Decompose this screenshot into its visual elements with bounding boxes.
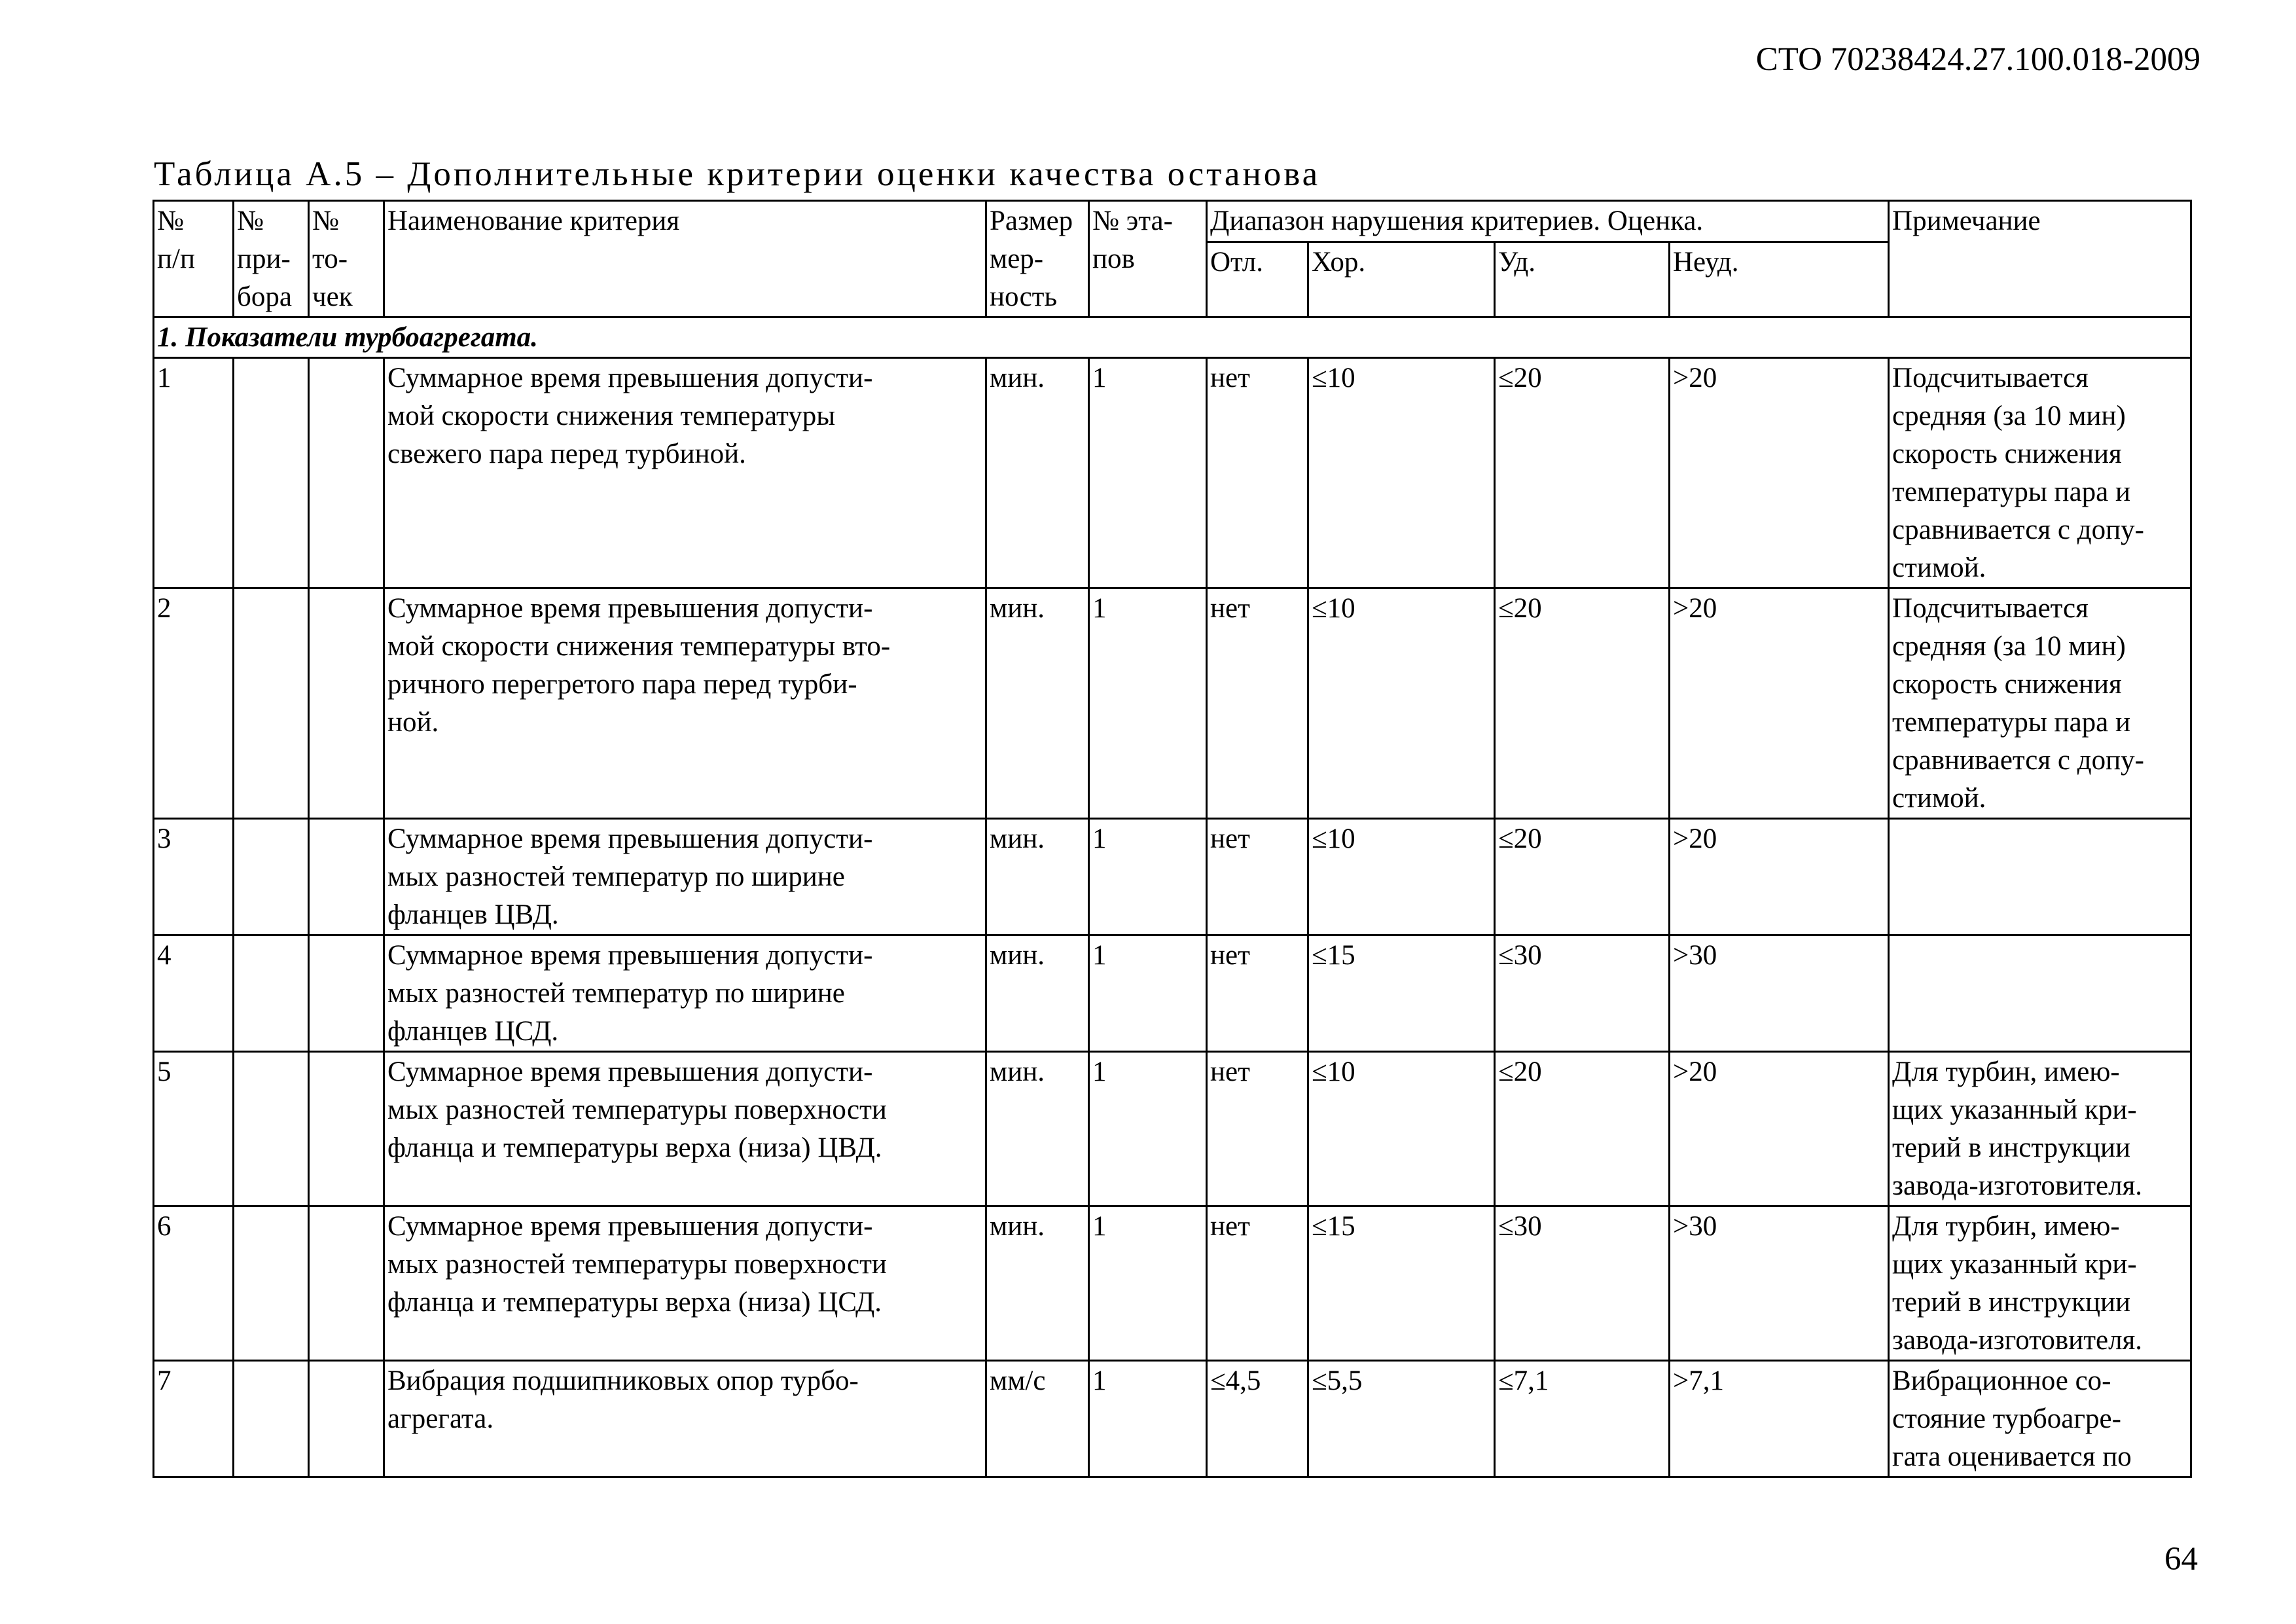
page-number: 64 — [2164, 1541, 2198, 1578]
cell-points — [309, 819, 384, 935]
header-grade-satisfactory: Уд. — [1495, 242, 1670, 317]
cell-points — [309, 1361, 384, 1477]
cell-criterion: Вибрация подшипниковых опор турбо- агрегата. — [384, 1361, 986, 1477]
cell-unit: мин. — [986, 1052, 1089, 1206]
document-code: СТО 70238424.27.100.018-2009 — [1755, 41, 2200, 78]
cell-num: 2 — [154, 588, 234, 819]
header-points: № то- чек — [309, 201, 384, 317]
cell-excellent: нет — [1207, 819, 1308, 935]
cell-stages: 1 — [1089, 1206, 1207, 1361]
cell-good: ≤15 — [1308, 1206, 1495, 1361]
header-row-1 — [154, 201, 2191, 242]
cell-excellent: ≤4,5 — [1207, 1361, 1308, 1477]
cell-points — [309, 358, 384, 588]
cell-good: ≤10 — [1308, 819, 1495, 935]
criteria-table — [152, 200, 2192, 1478]
table-row — [154, 1052, 2191, 1206]
cell-unit: мин. — [986, 358, 1089, 588]
cell-satisfactory: ≤7,1 — [1495, 1361, 1670, 1477]
header-device: № при- бора — [234, 201, 309, 317]
table-row — [154, 935, 2191, 1052]
section-title: 1. Показатели турбоагрегата. — [154, 317, 2191, 358]
cell-excellent: нет — [1207, 1206, 1308, 1361]
cell-stages: 1 — [1089, 1052, 1207, 1206]
cell-num: 5 — [154, 1052, 234, 1206]
cell-good: ≤15 — [1308, 935, 1495, 1052]
cell-unsatisfactory: >30 — [1670, 1206, 1889, 1361]
cell-note: Подсчитывается средняя (за 10 мин) скорость снижения температуры пара и сравнивается с допу- стимой. — [1889, 358, 2191, 588]
header-grade-excellent: Отл. — [1207, 242, 1308, 317]
table-row — [154, 588, 2191, 819]
cell-num: 7 — [154, 1361, 234, 1477]
cell-excellent: нет — [1207, 588, 1308, 819]
table-title: Таблица А.5 – Дополнительные критерии оценки качества останова — [154, 155, 1321, 193]
cell-good: ≤10 — [1308, 588, 1495, 819]
cell-note: Для турбин, имею- щих указанный кри- терий в инструкции завода-изготовителя. — [1889, 1206, 2191, 1361]
cell-criterion: Суммарное время превышения допусти- мой скорости снижения температуры вто- ричного перегретого пара перед турби- ной. — [384, 588, 986, 819]
cell-unit: мм/с — [986, 1361, 1089, 1477]
cell-device — [234, 1206, 309, 1361]
cell-note: Вибрационное со- стояние турбоагре- гата оценивается по — [1889, 1361, 2191, 1477]
cell-unit: мин. — [986, 819, 1089, 935]
cell-note: Подсчитывается средняя (за 10 мин) скорость снижения температуры пара и сравнивается с допу- стимой. — [1889, 588, 2191, 819]
cell-device — [234, 358, 309, 588]
cell-unsatisfactory: >20 — [1670, 588, 1889, 819]
cell-criterion: Суммарное время превышения допусти- мых разностей температуры поверхности фланца и температуры верха (низа) ЦВД. — [384, 1052, 986, 1206]
table-row — [154, 819, 2191, 935]
header-criterion: Наименование критерия — [384, 201, 986, 317]
cell-satisfactory: ≤20 — [1495, 819, 1670, 935]
cell-satisfactory: ≤20 — [1495, 1052, 1670, 1206]
header-unit: Размер мер- ность — [986, 201, 1089, 317]
header-range: Диапазон нарушения критериев. Оценка. — [1207, 201, 1889, 242]
cell-satisfactory: ≤30 — [1495, 935, 1670, 1052]
table-row — [154, 1361, 2191, 1477]
cell-good: ≤5,5 — [1308, 1361, 1495, 1477]
cell-satisfactory: ≤20 — [1495, 588, 1670, 819]
cell-unsatisfactory: >20 — [1670, 1052, 1889, 1206]
cell-points — [309, 1206, 384, 1361]
cell-satisfactory: ≤30 — [1495, 1206, 1670, 1361]
cell-device — [234, 819, 309, 935]
cell-excellent: нет — [1207, 358, 1308, 588]
header-grade-unsatisfactory: Неуд. — [1670, 242, 1889, 317]
cell-unsatisfactory: >20 — [1670, 358, 1889, 588]
cell-points — [309, 1052, 384, 1206]
cell-stages: 1 — [1089, 1361, 1207, 1477]
cell-num: 6 — [154, 1206, 234, 1361]
cell-points — [309, 935, 384, 1052]
header-note: Примечание — [1889, 201, 2191, 317]
cell-device — [234, 1361, 309, 1477]
cell-stages: 1 — [1089, 819, 1207, 935]
cell-criterion: Суммарное время превышения допусти- мой скорости снижения температуры свежего пара перед турбиной. — [384, 358, 986, 588]
table-row — [154, 1206, 2191, 1361]
header-stages: № эта- пов — [1089, 201, 1207, 317]
cell-criterion: Суммарное время превышения допусти- мых разностей температуры поверхности фланца и температуры верха (низа) ЦСД. — [384, 1206, 986, 1361]
cell-unit: мин. — [986, 1206, 1089, 1361]
cell-stages: 1 — [1089, 588, 1207, 819]
cell-note — [1889, 935, 2191, 1052]
header-num: № п/п — [154, 201, 234, 317]
cell-stages: 1 — [1089, 358, 1207, 588]
cell-criterion: Суммарное время превышения допусти- мых разностей температур по ширине фланцев ЦВД. — [384, 819, 986, 935]
header-grade-good: Хор. — [1308, 242, 1495, 317]
cell-note — [1889, 819, 2191, 935]
cell-criterion: Суммарное время превышения допусти- мых разностей температур по ширине фланцев ЦСД. — [384, 935, 986, 1052]
cell-unsatisfactory: >30 — [1670, 935, 1889, 1052]
cell-good: ≤10 — [1308, 1052, 1495, 1206]
cell-excellent: нет — [1207, 935, 1308, 1052]
cell-stages: 1 — [1089, 935, 1207, 1052]
cell-unsatisfactory: >7,1 — [1670, 1361, 1889, 1477]
cell-points — [309, 588, 384, 819]
cell-unit: мин. — [986, 588, 1089, 819]
section-row — [154, 317, 2191, 358]
cell-satisfactory: ≤20 — [1495, 358, 1670, 588]
cell-num: 3 — [154, 819, 234, 935]
cell-num: 4 — [154, 935, 234, 1052]
cell-note: Для турбин, имею- щих указанный кри- терий в инструкции завода-изготовителя. — [1889, 1052, 2191, 1206]
cell-num: 1 — [154, 358, 234, 588]
table-row — [154, 358, 2191, 588]
cell-good: ≤10 — [1308, 358, 1495, 588]
cell-unit: мин. — [986, 935, 1089, 1052]
cell-excellent: нет — [1207, 1052, 1308, 1206]
cell-device — [234, 1052, 309, 1206]
cell-device — [234, 588, 309, 819]
cell-device — [234, 935, 309, 1052]
cell-unsatisfactory: >20 — [1670, 819, 1889, 935]
